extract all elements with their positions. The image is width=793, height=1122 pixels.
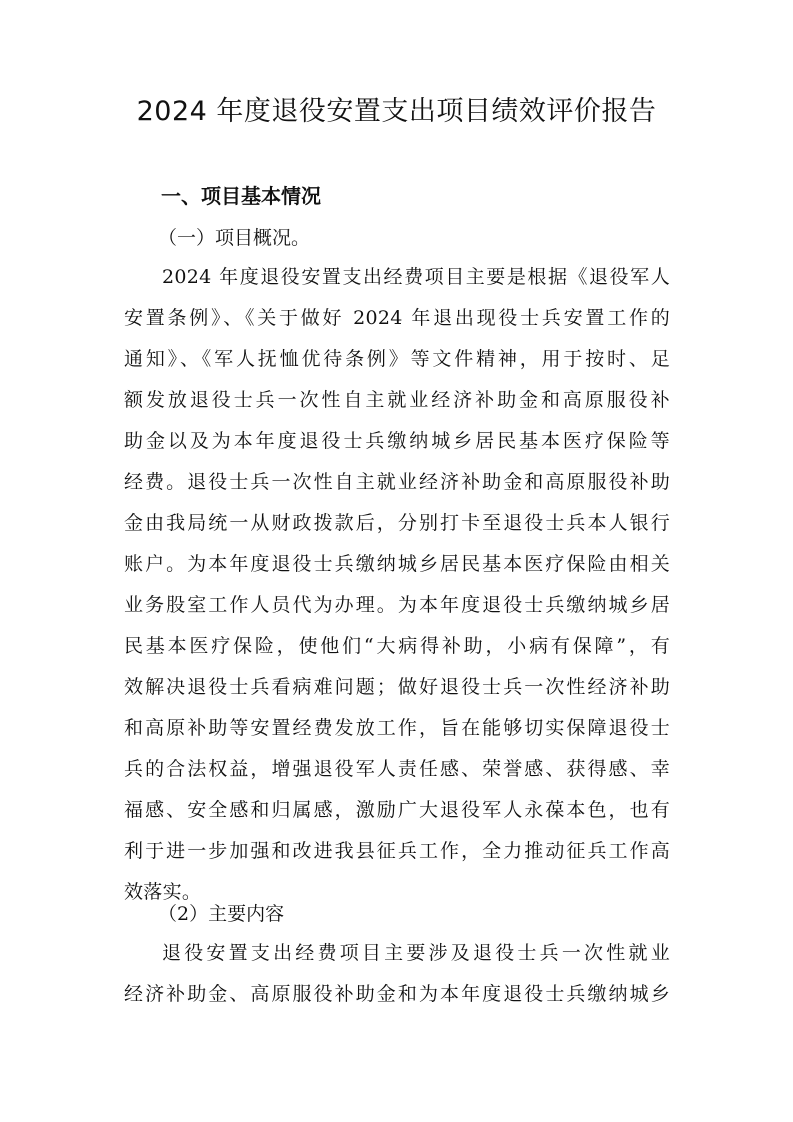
paragraph-line: 效落实。: [124, 881, 202, 903]
subheading-main-content: （2）主要内容: [158, 903, 285, 925]
paragraph-line: 民基本医疗保险，使他们“大病得补助，小病有保障”，有: [124, 635, 670, 657]
paragraph-line: 金由我局统一从财政拨款后，分别打卡至退役士兵本人银行: [124, 512, 670, 534]
paragraph-line: 利于进一步加强和改进我县征兵工作，全力推动征兵工作高: [124, 840, 670, 862]
section-heading-basic-info: 一、项目基本情况: [161, 184, 321, 208]
paragraph-line: 业务股室工作人员代为办理。为本年度退役士兵缴纳城乡居: [124, 594, 670, 616]
paragraph-main-content: [124, 933, 670, 1015]
subheading-project-overview: （一）项目概况。: [158, 227, 311, 249]
paragraph-line: 兵的合法权益，增强退役军人责任感、荣誉感、获得感、幸: [124, 758, 670, 780]
document-title: 2024 年度退役安置支出项目绩效评价报告: [136, 96, 657, 127]
paragraph-line: 安置条例》、《关于做好 2024 年退出现役士兵安置工作的: [124, 307, 670, 329]
paragraph-line: 账户。为本年度退役士兵缴纳城乡居民基本医疗保险由相关: [124, 553, 670, 575]
paragraph-project-overview: [124, 257, 670, 913]
paragraph-line: 效解决退役士兵看病难问题；做好退役士兵一次性经济补助: [124, 676, 670, 698]
paragraph-line: 助金以及为本年度退役士兵缴纳城乡居民基本医疗保险等: [124, 430, 670, 452]
paragraph-line: 退役安置支出经费项目主要涉及退役士兵一次性就业: [162, 942, 670, 964]
paragraph-line: 经济补助金、高原服役补助金和为本年度退役士兵缴纳城乡: [124, 983, 670, 1005]
paragraph-line: 经费。退役士兵一次性自主就业经济补助金和高原服役补助: [124, 471, 670, 493]
paragraph-line: 福感、安全感和归属感，激励广大退役军人永葆本色，也有: [124, 799, 670, 821]
paragraph-line: 额发放退役士兵一次性自主就业经济补助金和高原服役补: [124, 389, 670, 411]
paragraph-line: 和高原补助等安置经费发放工作，旨在能够切实保障退役士: [124, 717, 670, 739]
paragraph-line: 通知》、《军人抚恤优待条例》等文件精神，用于按时、足: [124, 348, 670, 370]
paragraph-line: 2024 年度退役安置支出经费项目主要是根据《退役军人: [162, 266, 670, 288]
